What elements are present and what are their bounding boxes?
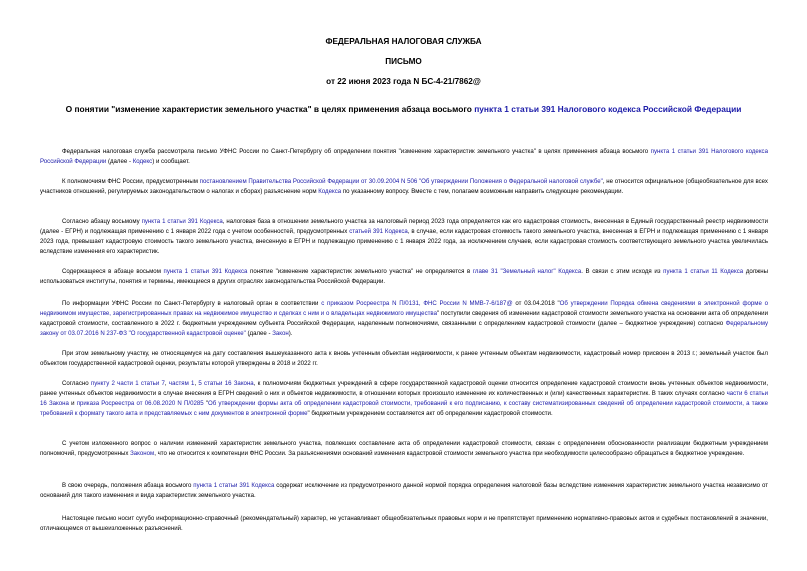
inline-text: ,	[164, 380, 169, 387]
document-date-number: от 22 июня 2023 года N БС-4-21/7862@	[326, 77, 481, 86]
inline-link[interactable]: Об утверждении формы акта об определении кадастровой стоимости, требований к его подписанию, к составу систематизированных сведений об определении кадастровой стоимости, а также требований к формату такого акта и представляемых с ним документов в электронной форме	[40, 400, 768, 417]
inline-text: (далее -	[106, 158, 133, 165]
inline-link[interactable]: приказа Росреестра от 06.08.2020 N П/0285	[76, 400, 204, 407]
inline-text: (далее -	[245, 330, 273, 337]
inline-text: ,	[194, 380, 199, 387]
inline-text: , к полномочиям бюджетных учреждений в сфере государственной кадастровой оценки относится определение кадастровой стоимости вновь учтенных объектов недвижимости, ранее учтенных объектов недвижимости в случае внесения в ЕГРН сведений о них и объектов недвижимости, в отношении которых произошло изменение их количественных и (или) качественных характеристик. В таких случаях согласно	[40, 380, 769, 397]
inline-link[interactable]: части 6 статьи 16 Закона	[40, 390, 768, 407]
paragraph	[40, 481, 768, 501]
inline-text: от 03.04.2018 "	[512, 300, 560, 307]
inline-link[interactable]: пункту 2 части 1 статьи 7	[90, 380, 165, 387]
inline-link[interactable]: частям 1	[168, 380, 195, 387]
inline-text: Содержащееся в абзаце восьмом	[62, 268, 164, 275]
inline-text: В свою очередь, положения абзаца восьмого	[62, 482, 194, 489]
inline-text: С учетом изложенного вопрос о наличии изменений характеристик земельного участка, повлекших составление акта об определении кадастровой стоимости, связан с определением обоснованности реализации бюджетным учреждением полномочий, предусмотренных	[40, 440, 768, 457]
inline-text: содержат исключение из предусмотренного данной нормой порядка определения налоговой базы вследствие изменения характеристик земельного участка независимо от оснований для такого изменения и вида характеристик земельного участка.	[40, 482, 769, 499]
document-title-text: О понятии "изменение характеристик земельного участка" в целях применения абзаца восьмого	[65, 104, 475, 114]
paragraph-text	[40, 147, 768, 167]
paragraph	[40, 379, 768, 419]
paragraph-text	[40, 439, 768, 459]
inline-link[interactable]: Закон	[272, 330, 289, 337]
inline-text: ) и сообщает.	[152, 158, 190, 165]
document-title	[0, 104, 807, 114]
paragraph	[40, 439, 768, 459]
inline-text: по указанному вопросу. Вместе с тем, полагаем возможным направить следующие рекомендации.	[341, 188, 624, 195]
document-type: ПИСЬМО	[385, 57, 422, 66]
paragraph	[40, 177, 768, 197]
inline-text: По информации УФНС России по Санкт-Петербургу в налоговый орган в соответствии	[62, 300, 322, 307]
inline-link[interactable]: с приказом Росреестра N П/0131, ФНС России N ММВ-7-6/187@	[321, 300, 513, 307]
inline-text: . В связи с этим исходя из	[581, 268, 664, 275]
paragraph	[40, 267, 768, 287]
paragraph-text	[40, 481, 768, 501]
inline-text: , что не относится к компетенции ФНС России. За разъяснениями оснований изменения кадастровой стоимости земельного участка при необходимости целесообразно обращаться в бюджетное учреждение.	[154, 450, 745, 457]
inline-text: понятие "изменение характеристик земельного участка" не определяется в	[247, 268, 473, 275]
inline-link[interactable]: Законом	[130, 450, 155, 457]
inline-text: Настоящее письмо носит сугубо информационно-справочный (рекомендательный) характер, не устанавливает общеобязательных правовых норм и не препятствует применению нормативно-правовых актов и судебных постановлений в значении, отличающемся от вышеизложенных разъяснений.	[40, 515, 768, 532]
inline-link[interactable]: Кодекс	[132, 158, 153, 165]
inline-text: Федеральная налоговая служба рассмотрела письмо УФНС России по Санкт-Петербургу об определении понятия "изменение характеристик земельного участка" в целях применения абзаца восьмого	[62, 148, 651, 155]
inline-link[interactable]: постановлением Правительства Российской Федерации от 30.09.2004 N 506 "Об утверждении Положения о Федеральной налоговой службе"	[199, 178, 603, 185]
inline-text: " поступили сведения об изменении кадастровой стоимости земельного участка на основании акта об определении кадастровой стоимости, составленного в 2022 г. бюджетным учреждением субъекта Российской Федерации, наделенным полномочиями, связанными с определением кадастровой стоимости (далее – бюджетное учреждение) согласно	[40, 310, 768, 327]
paragraph-text	[40, 217, 768, 257]
inline-link[interactable]: пункта 1 статьи 391 Кодекса	[163, 268, 248, 275]
inline-link[interactable]: пункта 1 статьи 391 Кодекса	[141, 218, 223, 225]
paragraph-text	[40, 514, 768, 534]
inline-text: , налоговая база в отношении земельного участка за налоговый период 2023 года определяется как его кадастровая стоимость, внесенная в Единый государственный реестр недвижимости (далее - ЕГРН) и подлежащая применению с 1 января 2022 года с учетом особенностей, предусмотренных	[40, 218, 768, 235]
paragraph	[40, 514, 768, 534]
inline-text: ).	[288, 330, 293, 337]
inline-link[interactable]: пункта 1 статьи 11 Кодекса	[663, 268, 744, 275]
paragraph	[40, 217, 768, 257]
paragraph-text	[40, 379, 768, 419]
inline-link[interactable]: Федеральному закону от 03.07.2016 N 237-ФЗ "О государственной кадастровой оценке"	[40, 320, 768, 337]
document-title-link[interactable]: пункта 1 статьи 391 Налогового кодекса Российской Федерации	[474, 104, 742, 114]
inline-link[interactable]: Об утверждении Порядка обмена сведениями в электронной форме о недвижимом имуществе, зарегистрированных правах на недвижимое имущество и сделках с ним и о владельцах недвижимого имущества	[40, 300, 768, 317]
inline-link[interactable]: 5 статьи 16 Закона	[198, 380, 254, 387]
paragraph	[40, 147, 768, 167]
paragraph-text	[40, 349, 768, 369]
inline-text: Согласно	[62, 380, 91, 387]
inline-link[interactable]: пункта 1 статьи 391 Кодекса	[193, 482, 275, 489]
inline-link[interactable]: Кодекса	[318, 188, 342, 195]
paragraph	[40, 349, 768, 369]
paragraph-text	[40, 299, 768, 339]
inline-text: и	[68, 400, 77, 407]
inline-text: "	[203, 400, 208, 407]
inline-text: , в случае, если кадастровая стоимость такого земельного участка, внесенная в ЕГРН и подлежащая применению с 1 января 2023 года, превышает кадастровую стоимость такого земельного участка, внесенную в ЕГРН и подлежащую применению с 1 января 2022 года, за исключением случаев, если кадастровая стоимость соответствующего земельного участка увеличилась вследствие изменения его характеристик.	[40, 228, 768, 255]
inline-link[interactable]: статьей 391 Кодекса	[349, 228, 408, 235]
inline-text: Согласно абзацу восьмому	[62, 218, 142, 225]
agency-heading: ФЕДЕРАЛЬНАЯ НАЛОГОВАЯ СЛУЖБА	[325, 37, 482, 46]
inline-link[interactable]: главе 31 "Земельный налог" Кодекса	[472, 268, 582, 275]
paragraph	[40, 299, 768, 339]
inline-text: " бюджетным учреждением составляется акт об определении кадастровой стоимости.	[307, 410, 553, 417]
inline-text: должны использоваться институты, понятия и термины, имеющиеся в других отраслях законодательства Российской Федерации.	[40, 268, 769, 285]
paragraph-text	[40, 177, 768, 197]
paragraph-text	[40, 267, 768, 287]
inline-text: К полномочиям ФНС России, предусмотренным	[62, 178, 200, 185]
inline-text: При этом земельному участку, не относящемуся на дату составления вышеуказанного акта к вновь учтенным объектам недвижимости, к ранее учтенным объектам недвижимости, кадастровый номер присвоен в 2013 г.; земельный участок был объектом государственной кадастровой оценки, результаты которой утверждены в 2018 и 2022 гг.	[40, 350, 768, 367]
inline-text: , не относится официальное (общеобязательное для всех участников отношений, регулируемых законодательством о налогах и сборах) разъяснение норм	[40, 178, 768, 195]
inline-link[interactable]: пункта 1 статьи 391 Налогового кодекса Российской Федерации	[40, 148, 768, 165]
